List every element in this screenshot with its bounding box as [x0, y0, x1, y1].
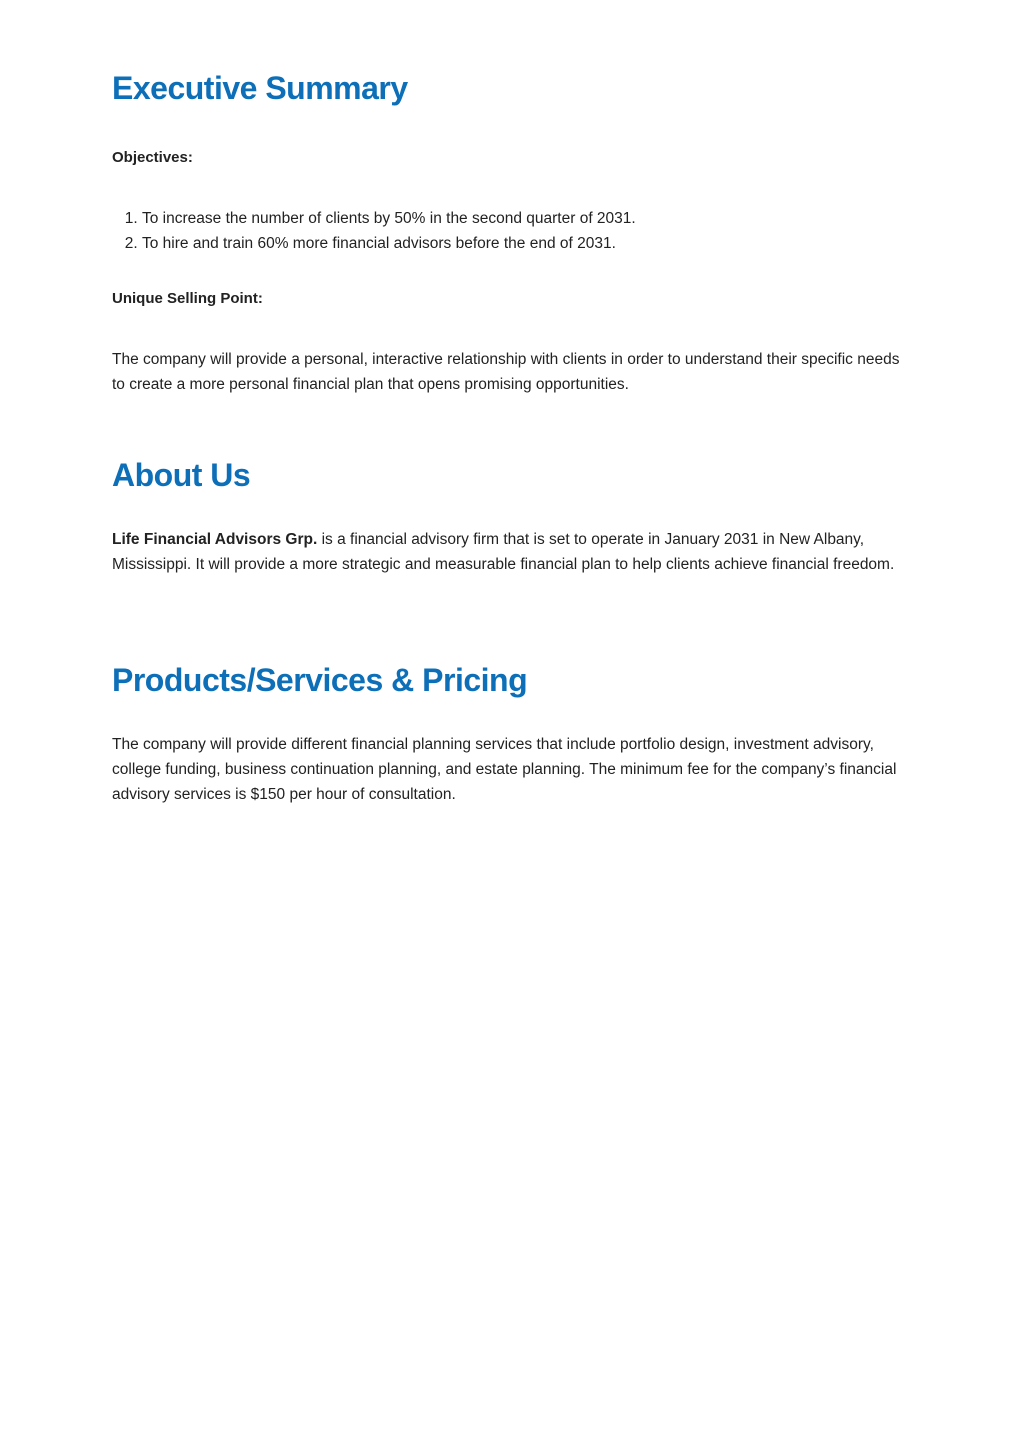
about-body: is a financial advisory firm that is set to operate in January 2031 in New Albany, Mississippi. It will provide a more strategic and measurable financial plan to help clients achieve financial freedom. [112, 531, 895, 573]
objectives-label: Objectives: [112, 149, 193, 166]
objectives-list [112, 206, 912, 256]
company-name: Life Financial Advisors Grp. [112, 531, 318, 548]
products-heading: Products/Services & Pricing [112, 662, 528, 698]
usp-text: The company will provide a personal, interactive relationship with clients in order to understand their specific needs to create a more personal financial plan that opens promising opportunities. [112, 351, 900, 393]
list-item: 2. To hire and train 60% more financial advisors before the end of 2031. [142, 231, 912, 256]
products-text: The company will provide different financial planning services that include portfolio design, investment advisory, college funding, business continuation planning, and estate planning. The minimum fee for the company’s financial advisory services is $150 per hour of consultation. [112, 736, 897, 803]
list-item: 1. To increase the number of clients by 50% in the second quarter of 2031. [142, 206, 912, 231]
usp-label: Unique Selling Point: [112, 290, 263, 307]
about-text [112, 527, 912, 577]
about-us-heading: About Us [112, 457, 251, 493]
executive-summary-heading: Executive Summary [112, 70, 408, 106]
